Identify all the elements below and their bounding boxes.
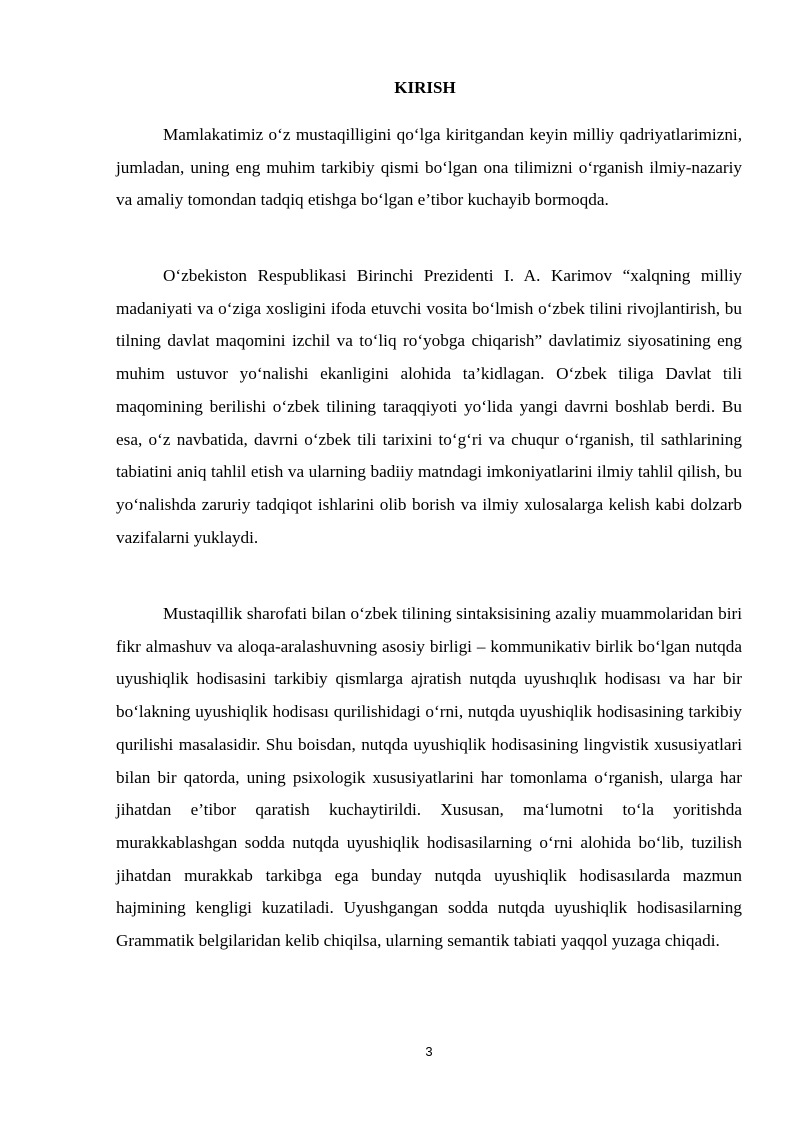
paragraph-2-block [116, 260, 742, 554]
paragraph-1: Mamlakatimiz o‘z mustaqilligini qo‘lga kiritgandan keyin milliy qadriyatlarimizni, jumladan, uning eng muhim tarkibiy qismi bo‘lgan ona tilimizni o‘rganish ilmiy-nazariy va amaliy tomondan tadqiq etishga bo‘lgan e’tibor kuchayib bormoqda. [116, 125, 742, 210]
page-number: 3 [425, 1044, 433, 1059]
page-title: KIRISH [394, 78, 456, 97]
paragraph-1-block [116, 119, 742, 217]
paragraph-2: O‘zbekiston Respublikasi Birinchi Prezidenti I. A. Karimov “xalqning milliy madaniyati va o‘ziga xosligini ifoda etuvchi vosita bo‘lmish o‘zbek tilini rivojlantirish, bu tilning davlat maqomini izchil va to‘liq ro‘yobga chiqarish” davlatimiz siyosatining eng muhim ustuvor yo‘nalishi ekanligini alohida ta’kidlagan. O‘zbek tiliga Davlat tili maqomining berilishi o‘zbek tilining taraqqiyoti yo‘lida yangi davrni boshlab berdi. Bu esa, o‘z navbatida, davrni o‘zbek tili tarixini to‘g‘ri va chuqur o‘rganish, til sathlarining tabiatini aniq tahlil etish va ularning badiiy matndagi imkoniyatlarini ilmiy tahlil qilish, bu yo‘nalishda zaruriy tadqiqot ishlarini olib borish va ilmiy xulosalarga kelish kabi dolzarb vazifalarni yuklaydi. [116, 266, 742, 547]
paragraph-3: Mustaqillik sharofati bilan o‘zbek tilining sintaksisining azaliy muammolaridan biri fikr almashuv va aloqa-aralashuvning asosiy birligi – kommunikativ birlik bo‘lgan nutqda uyushiqlik hodisasini tarkibiy qismlarga ajratish nutqda uyushıqlık hodisası va har bir bo‘lakning uyushiqlik hodisası qurilishidagi o‘rni, nutqda uyushiqlik hodisasining tarkibiy qurilishi masalasidir. Shu boisdan, nutqda uyushiqlik hodisasining lingvistik xususiyatlari bilan bir qatorda, uning psixologik xususiyatlarini har tomonlama o‘rganish, ularga har jihatdan e’tibor qaratish kuchaytirildi. Xususan, ma‘lumotni to‘la yoritishda murakkablashgan sodda nutqda uyushiqlik hodisasilarning o‘rni alohida bo‘lib, tuzilish jihatdan murakkab tarkibga ega bunday nutqda uyushiqlik hodisasılarda mazmun hajmining kengligi kuzatiladi. Uyushgangan sodda nutqda uyushiqlik hodisasilarning Grammatik belgilaridan kelib chiqilsa, ularning semantik tabiati yaqqol yuzaga chiqadi. [116, 604, 742, 951]
paragraph-3-block [116, 598, 742, 958]
